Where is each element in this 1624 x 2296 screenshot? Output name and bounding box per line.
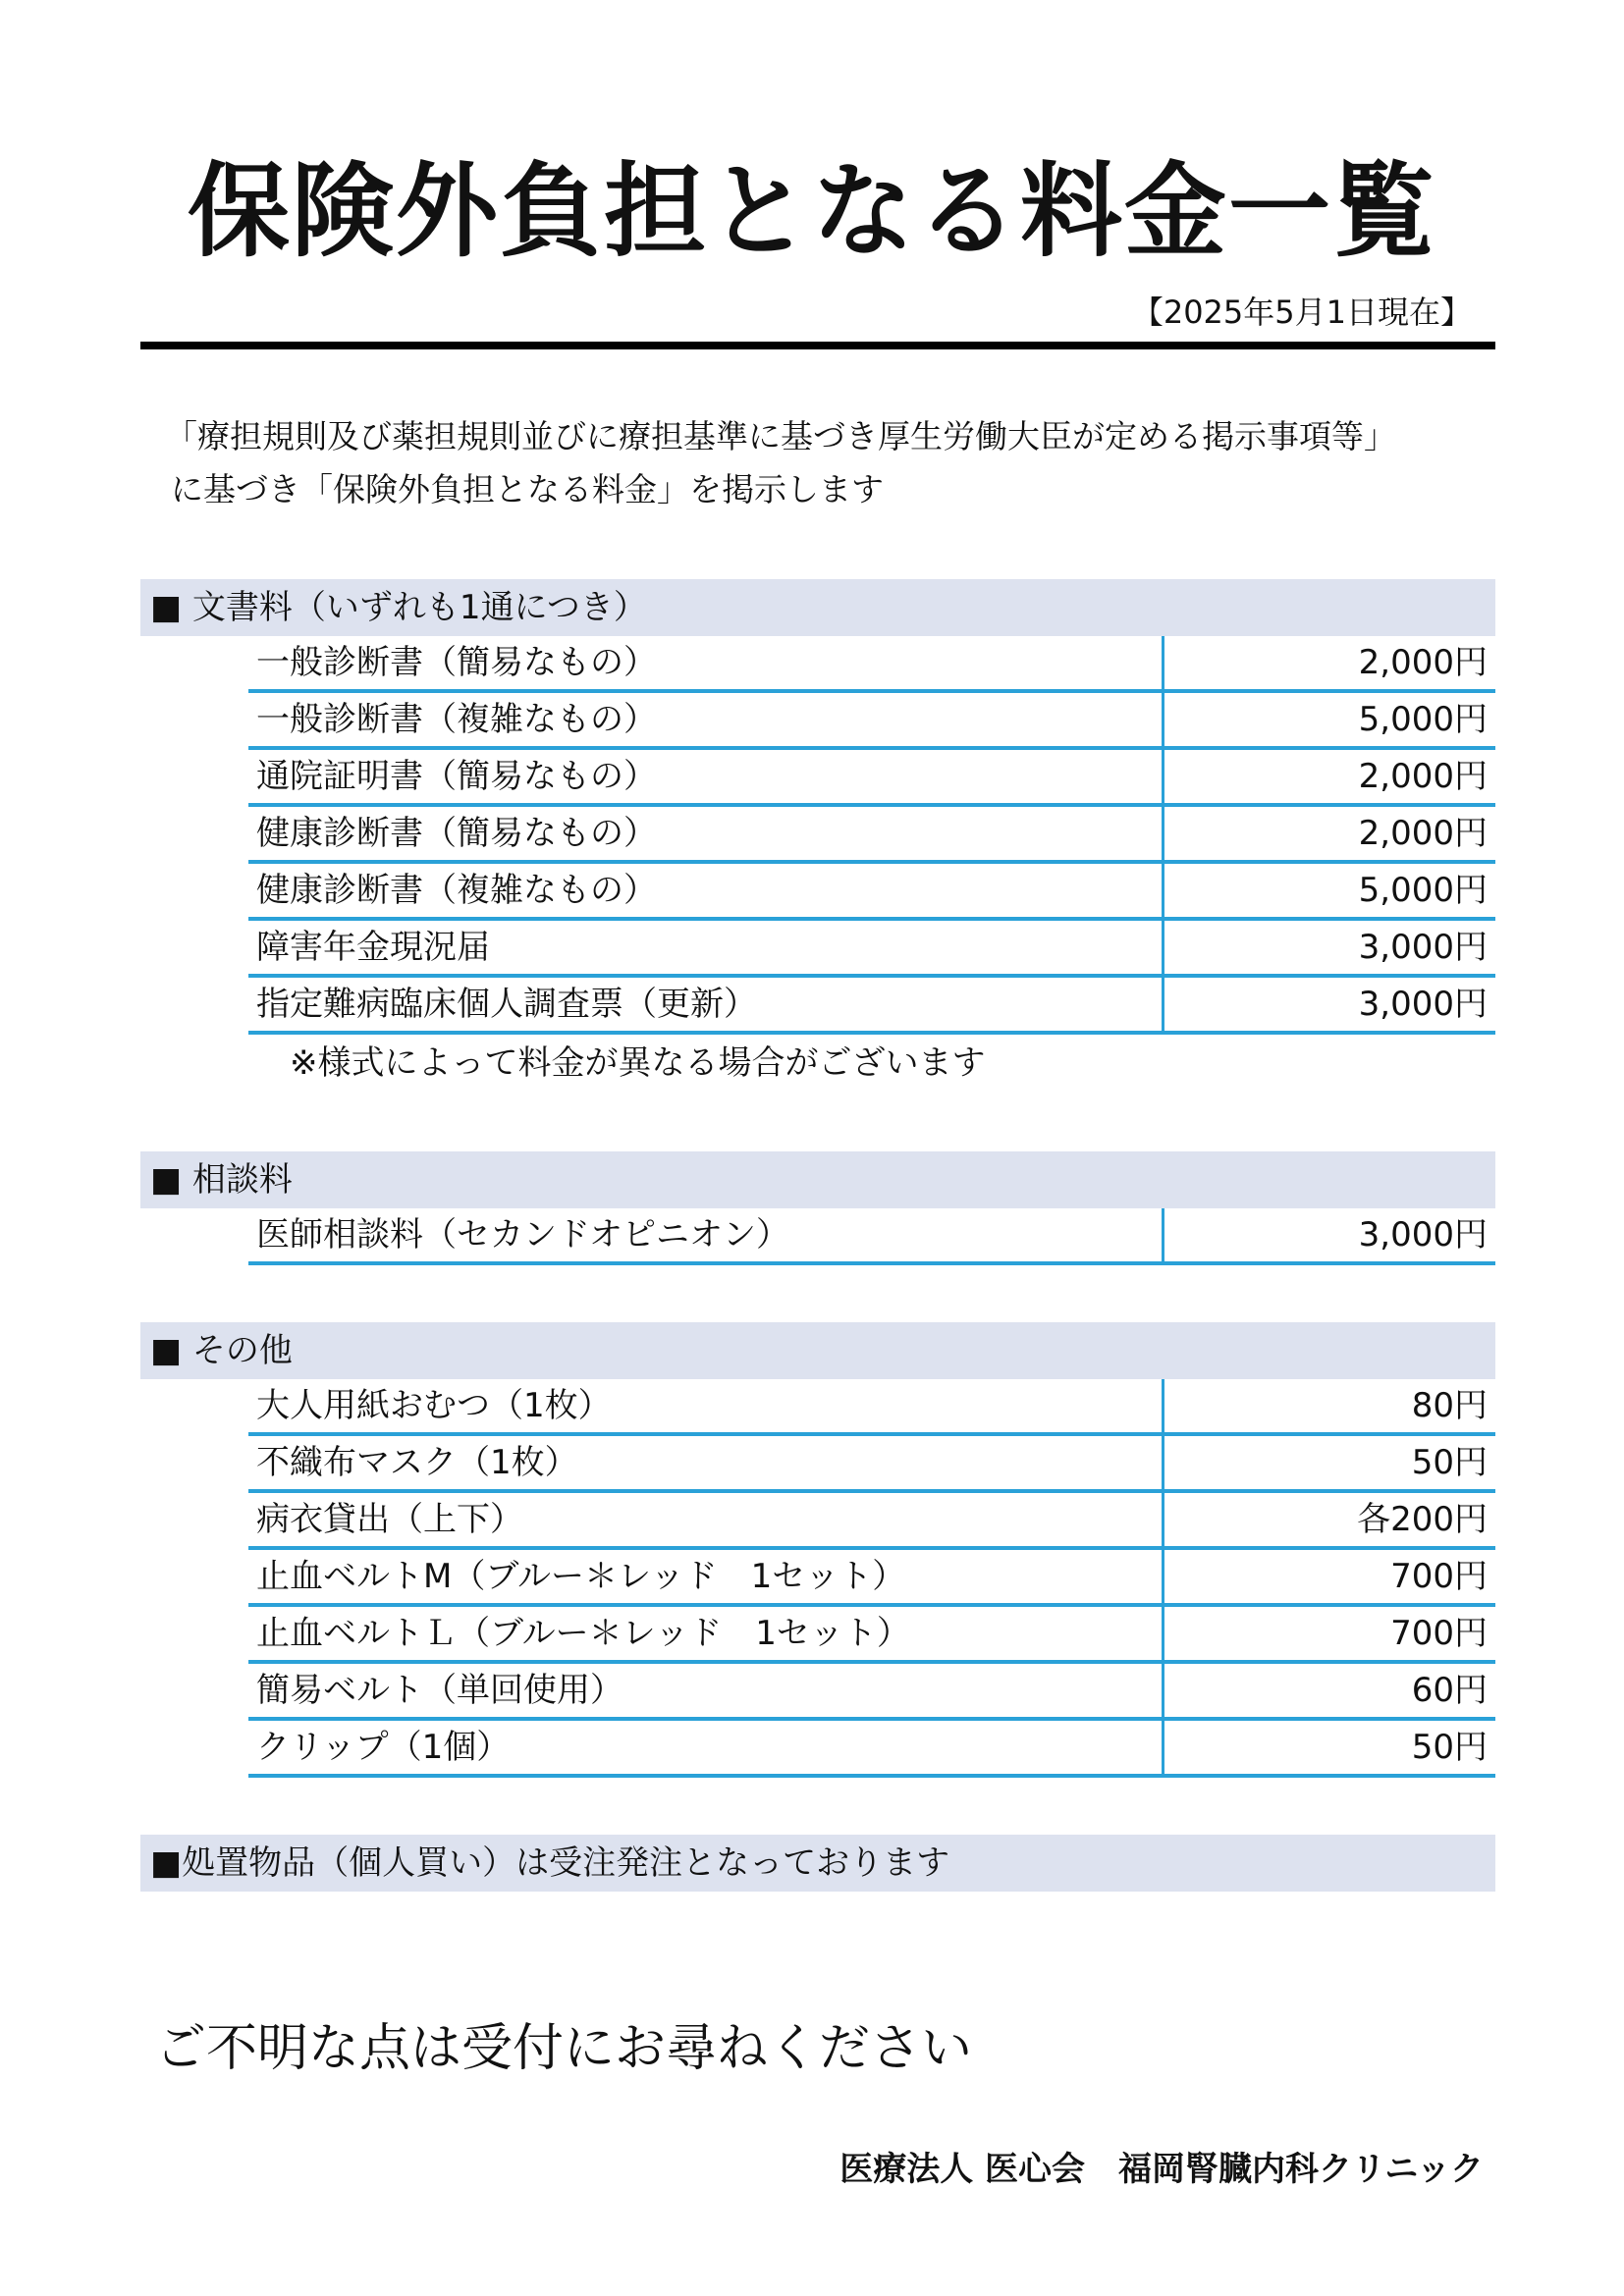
clinic-name: 医療法人 医心会 福岡腎臓内科クリニック (839, 2150, 1484, 2189)
table-row (248, 921, 1495, 978)
intro-text (165, 410, 1396, 516)
section-header-consultation: ■ 相談料 (140, 1151, 1495, 1208)
item-name: 大人用紙おむつ（1枚） (256, 1386, 612, 1425)
section-header-other: ■ その他 (140, 1322, 1495, 1379)
column-divider (1162, 864, 1164, 917)
column-divider (1162, 1208, 1164, 1261)
item-price: 2,000円 (1358, 814, 1488, 853)
column-divider (1162, 921, 1164, 974)
table-row (248, 1607, 1495, 1664)
item-price: 50円 (1411, 1443, 1488, 1482)
table-row (248, 750, 1495, 807)
column-divider (1162, 1550, 1164, 1603)
table-row (248, 1379, 1495, 1436)
item-price: 5,000円 (1358, 871, 1488, 910)
item-price: 3,000円 (1358, 928, 1488, 967)
table-row (248, 1550, 1495, 1607)
column-divider (1162, 978, 1164, 1031)
column-divider (1162, 1721, 1164, 1774)
table-row (248, 1664, 1495, 1721)
item-price: 80円 (1411, 1386, 1488, 1425)
item-name: 一般診断書（複雑なもの） (256, 700, 657, 739)
table-row (248, 1208, 1495, 1265)
column-divider (1162, 1607, 1164, 1660)
item-name: 一般診断書（簡易なもの） (256, 643, 657, 682)
item-name: 止血ベルトＬ（ブルー＊レッド 1セット） (256, 1614, 910, 1653)
item-name: 医師相談料（セカンドオピニオン） (256, 1215, 789, 1255)
item-name: 健康診断書（簡易なもの） (256, 814, 657, 853)
documents-note: ※様式によって料金が異なる場合がございます (290, 1043, 986, 1083)
other-fee-list (248, 1379, 1495, 1778)
item-price: 60円 (1411, 1671, 1488, 1710)
column-divider (1162, 807, 1164, 860)
column-divider (1162, 1493, 1164, 1546)
column-divider (1162, 1379, 1164, 1432)
item-name: 不織布マスク（1枚） (256, 1443, 578, 1482)
column-divider (1162, 693, 1164, 746)
item-price: 700円 (1390, 1614, 1488, 1653)
as-of-date: 【2025年5月1日現在】 (1131, 294, 1472, 331)
item-price: 700円 (1390, 1557, 1488, 1596)
table-row (248, 807, 1495, 864)
table-row (248, 1721, 1495, 1778)
item-price: 2,000円 (1358, 643, 1488, 682)
table-row (248, 1436, 1495, 1493)
intro-line-2: に基づき「保険外負担となる料金」を掲示します (171, 470, 884, 508)
item-price: 5,000円 (1358, 700, 1488, 739)
column-divider (1162, 1436, 1164, 1489)
item-name: クリップ（1個） (256, 1728, 511, 1767)
inquiry-message: ご不明な点は受付にお尋ねください (155, 2019, 973, 2078)
column-divider (1162, 750, 1164, 803)
table-row (248, 978, 1495, 1035)
title-divider (140, 342, 1495, 349)
section-header-documents: ■ 文書料（いずれも1通につき） (140, 579, 1495, 636)
table-row (248, 636, 1495, 693)
item-price: 各200円 (1357, 1500, 1488, 1539)
intro-line-1: 「療担規則及び薬担規則並びに療担基準に基づき厚生労働大臣が定める掲示事項等」 (165, 417, 1396, 455)
item-name: 病衣貸出（上下） (256, 1500, 523, 1539)
item-price: 2,000円 (1358, 757, 1488, 796)
column-divider (1162, 1664, 1164, 1717)
section-header-treatment-items: ■処置物品（個人買い）は受注発注となっております (140, 1835, 1495, 1892)
item-price: 50円 (1411, 1728, 1488, 1767)
consultation-fee-list (248, 1208, 1495, 1265)
item-price: 3,000円 (1358, 985, 1488, 1024)
table-row (248, 693, 1495, 750)
table-row (248, 1493, 1495, 1550)
documents-fee-list (248, 636, 1495, 1035)
item-price: 3,000円 (1358, 1215, 1488, 1255)
page-title: 保険外負担となる料金一覧 (187, 151, 1436, 271)
item-name: 止血ベルトM（ブルー＊レッド 1セット） (256, 1557, 906, 1596)
item-name: 簡易ベルト（単回使用） (256, 1671, 623, 1710)
item-name: 障害年金現況届 (256, 928, 490, 967)
item-name: 健康診断書（複雑なもの） (256, 871, 657, 910)
table-row (248, 864, 1495, 921)
item-name: 指定難病臨床個人調査票（更新） (256, 985, 757, 1024)
item-name: 通院証明書（簡易なもの） (256, 757, 657, 796)
column-divider (1162, 636, 1164, 689)
